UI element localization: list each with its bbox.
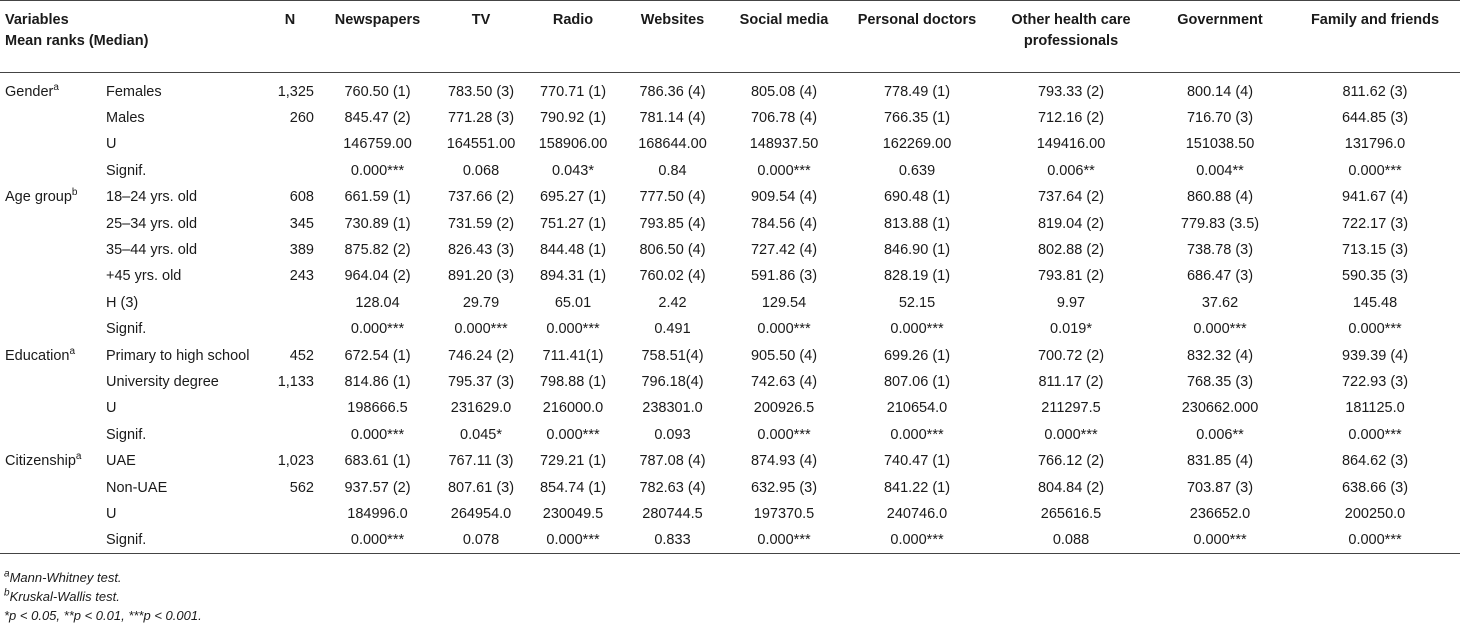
value-cell: 811.62 (3) [1342, 83, 1408, 100]
value-cell: 737.66 (2) [447, 189, 515, 206]
value-cell: 807.61 (3) [447, 479, 515, 496]
value-cell: 781.14 (4) [639, 110, 706, 127]
value-cell: 814.86 (1) [344, 373, 411, 390]
value-cell: 894.31 (1) [539, 268, 607, 285]
group-label-superscript: a [75, 451, 82, 463]
table-row [0, 131, 1460, 157]
header-col: Personal doctors [857, 12, 977, 28]
value-cell: 0.088 [1052, 532, 1090, 549]
value-cell: 638.66 (3) [1341, 479, 1409, 496]
mean-ranks-table [0, 6, 1460, 554]
group-label-cell [0, 131, 100, 157]
value-cell: 699.26 (1) [883, 347, 951, 364]
group-label-cell [0, 342, 100, 368]
value-cell: 0.000*** [546, 321, 600, 338]
value-cell: 683.61 (1) [344, 453, 411, 470]
subgroup-label: Signif. [106, 532, 147, 549]
value-cell: 722.17 (3) [1341, 215, 1409, 232]
value-cell: 145.48 [1352, 294, 1398, 311]
n-cell: 389 [289, 242, 314, 259]
footnote-mark: a [4, 568, 10, 580]
value-cell: 831.85 (4) [1186, 453, 1254, 470]
value-cell: 37.62 [1201, 294, 1239, 311]
value-cell: 0.000*** [350, 162, 405, 179]
value-cell: 644.85 (3) [1341, 110, 1409, 127]
group-label-cell [0, 501, 100, 527]
value-cell: 782.63 (4) [639, 479, 706, 496]
value-cell: 727.42 (4) [750, 242, 818, 259]
group-label: Citizenship [5, 453, 76, 470]
value-cell: 65.01 [554, 294, 592, 311]
value-cell: 128.04 [355, 294, 400, 311]
value-cell: 210654.0 [886, 400, 948, 417]
value-cell: 939.39 (4) [1341, 347, 1409, 364]
value-cell: 891.20 (3) [447, 268, 515, 285]
table-row [0, 263, 1460, 289]
n-cell: 1,133 [277, 373, 314, 390]
group-label: Education [5, 347, 70, 364]
value-cell: 716.70 (3) [1186, 110, 1254, 127]
footnote [4, 587, 202, 606]
group-label-cell [0, 290, 100, 316]
value-cell: 686.47 (3) [1186, 268, 1254, 285]
value-cell: 151038.50 [1185, 136, 1255, 153]
value-cell: 860.88 (4) [1186, 189, 1254, 206]
table-bottom-rule [0, 553, 1460, 554]
group-label-cell [0, 395, 100, 421]
value-cell: 779.83 (3.5) [1180, 215, 1260, 232]
value-cell: 909.54 (4) [750, 189, 818, 206]
group-label-cell [0, 72, 100, 105]
value-cell: 766.35 (1) [883, 110, 951, 127]
value-cell: 0.000*** [350, 532, 405, 549]
n-cell: 345 [289, 215, 314, 232]
value-cell: 777.50 (4) [639, 189, 706, 206]
footnote-mark: b [4, 587, 10, 599]
n-cell: 260 [289, 110, 314, 127]
value-cell: 768.35 (3) [1186, 373, 1254, 390]
value-cell: 280744.5 [642, 505, 703, 522]
header-col: Newspapers [334, 12, 421, 28]
n-cell [260, 395, 320, 421]
value-cell: 737.64 (2) [1037, 189, 1105, 206]
value-cell: 784.56 (4) [750, 215, 818, 232]
group-label-cell [0, 369, 100, 395]
value-cell: 230049.5 [542, 505, 604, 522]
value-cell: 0.078 [462, 532, 500, 549]
value-cell: 805.08 (4) [750, 83, 818, 100]
n-cell [260, 131, 320, 157]
value-cell: 146759.00 [343, 136, 412, 153]
value-cell: 798.88 (1) [539, 373, 607, 390]
subgroup-label: Primary to high school [106, 347, 250, 364]
value-cell: 731.59 (2) [447, 215, 515, 232]
value-cell: 826.43 (3) [447, 242, 515, 259]
value-cell: 148937.50 [749, 136, 819, 153]
value-cell: 0.000*** [350, 426, 405, 443]
value-cell: 0.833 [654, 532, 691, 549]
value-cell: 758.51(4) [641, 347, 704, 364]
group-label-cell [0, 527, 100, 553]
value-cell: 874.93 (4) [750, 453, 818, 470]
value-cell: 591.86 (3) [750, 268, 818, 285]
value-cell: 711.41(1) [542, 347, 604, 364]
value-cell: 770.71 (1) [539, 83, 607, 100]
value-cell: 964.04 (2) [344, 268, 411, 285]
value-cell: 845.47 (2) [344, 110, 411, 127]
header-col: Government [1177, 12, 1263, 28]
table-row [0, 158, 1460, 184]
group-label-superscript: a [69, 345, 76, 357]
value-cell: 746.24 (2) [447, 347, 515, 364]
table-body [0, 72, 1460, 554]
value-cell: 129.54 [761, 294, 807, 311]
value-cell: 796.18(4) [641, 373, 704, 390]
value-cell: 0.000*** [1348, 426, 1402, 443]
value-cell: 806.50 (4) [639, 242, 706, 259]
value-cell: 0.000*** [1193, 532, 1247, 549]
header-col: Social media [739, 12, 829, 28]
table-row [0, 501, 1460, 527]
value-cell: 0.093 [654, 426, 691, 443]
n-cell [260, 527, 320, 553]
value-cell: 9.97 [1056, 294, 1086, 311]
value-cell: 0.045* [460, 426, 502, 443]
value-cell: 0.000*** [757, 426, 811, 443]
value-cell: 0.000*** [454, 321, 508, 338]
table-header [0, 6, 1460, 72]
header-mean-ranks-label: Mean ranks (Median) [5, 33, 149, 49]
value-cell: 767.11 (3) [448, 453, 514, 470]
n-cell [260, 158, 320, 184]
value-cell: 29.79 [462, 294, 500, 311]
group-label-cell [0, 105, 100, 131]
value-cell: 771.28 (3) [447, 110, 515, 127]
subgroup-label: Non-UAE [106, 479, 168, 496]
value-cell: 162269.00 [882, 136, 952, 153]
value-cell: 0.000*** [757, 321, 811, 338]
header-col: Family and friends [1310, 12, 1440, 28]
value-cell: 787.08 (4) [639, 453, 706, 470]
value-cell: 0.000*** [1348, 321, 1402, 338]
subgroup-label: Females [106, 83, 162, 100]
header-n: N [284, 12, 296, 28]
value-cell: 0.000*** [546, 532, 600, 549]
footnote [4, 568, 202, 587]
value-cell: 590.35 (3) [1341, 268, 1409, 285]
value-cell: 695.27 (1) [539, 189, 607, 206]
value-cell: 131796.0 [1344, 136, 1406, 153]
value-cell: 0.000*** [1348, 162, 1402, 179]
value-cell: 0.000*** [890, 426, 944, 443]
value-cell: 793.81 (2) [1037, 268, 1105, 285]
subgroup-label: Signif. [106, 162, 147, 179]
subgroup-label: U [106, 505, 117, 522]
value-cell: 0.000*** [890, 532, 944, 549]
value-cell: 766.12 (2) [1037, 453, 1105, 470]
value-cell: 0.639 [898, 162, 936, 179]
n-cell: 243 [289, 268, 314, 285]
value-cell: 632.95 (3) [750, 479, 818, 496]
footnote-text: *p < 0.05, **p < 0.01, ***p < 0.001. [4, 608, 202, 623]
table-row [0, 290, 1460, 316]
n-cell [260, 316, 320, 342]
value-cell: 0.004** [1196, 162, 1244, 179]
value-cell: 793.33 (2) [1037, 83, 1105, 100]
value-cell: 875.82 (2) [344, 242, 411, 259]
n-cell: 452 [289, 347, 314, 364]
footnote [4, 606, 202, 625]
footnote-text: Mann-Whitney test. [9, 570, 122, 585]
subgroup-label: Signif. [106, 321, 147, 338]
value-cell: 800.14 (4) [1186, 83, 1254, 100]
group-label-cell [0, 422, 100, 448]
table-row [0, 527, 1460, 553]
table-row [0, 316, 1460, 342]
value-cell: 760.02 (4) [639, 268, 706, 285]
value-cell: 158906.00 [538, 136, 608, 153]
value-cell: 819.04 (2) [1037, 215, 1105, 232]
header-col: Websites [640, 12, 705, 28]
value-cell: 730.89 (1) [344, 215, 411, 232]
group-label-cell [0, 263, 100, 289]
value-cell: 216000.0 [542, 400, 604, 417]
value-cell: 200926.5 [753, 400, 815, 417]
value-cell: 211297.5 [1041, 400, 1101, 417]
table-row [0, 72, 1460, 105]
table-row [0, 237, 1460, 263]
value-cell: 2.42 [658, 294, 687, 311]
value-cell: 793.85 (4) [639, 215, 706, 232]
group-label-cell [0, 237, 100, 263]
value-cell: 168644.00 [638, 136, 707, 153]
header-variables [0, 6, 260, 72]
value-cell: 0.000*** [890, 321, 944, 338]
group-label: Age group [5, 189, 72, 206]
value-cell: 197370.5 [753, 505, 815, 522]
value-cell: 713.15 (3) [1341, 242, 1409, 259]
n-cell: 1,325 [277, 83, 314, 100]
value-cell: 760.50 (1) [344, 83, 411, 100]
n-cell: 562 [289, 479, 314, 496]
value-cell: 807.06 (1) [883, 373, 951, 390]
value-cell: 0.000*** [1193, 321, 1247, 338]
value-cell: 0.000*** [350, 321, 405, 338]
value-cell: 230662.000 [1181, 400, 1259, 417]
value-cell: 722.93 (3) [1341, 373, 1409, 390]
value-cell: 0.068 [462, 162, 500, 179]
value-cell: 149416.00 [1036, 136, 1106, 153]
table-row [0, 448, 1460, 474]
value-cell: 846.90 (1) [883, 242, 951, 259]
group-label-cell [0, 210, 100, 236]
value-cell: 672.54 (1) [344, 347, 411, 364]
value-cell: 742.63 (4) [750, 373, 818, 390]
value-cell: 813.88 (1) [883, 215, 951, 232]
value-cell: 706.78 (4) [750, 110, 818, 127]
subgroup-label: UAE [106, 453, 136, 470]
table-footnotes [4, 568, 202, 625]
subgroup-label: U [106, 136, 117, 153]
n-cell: 608 [289, 189, 314, 206]
value-cell: 238301.0 [642, 400, 703, 417]
group-label: Gender [5, 83, 54, 100]
value-cell: 738.78 (3) [1186, 242, 1254, 259]
value-cell: 937.57 (2) [344, 479, 411, 496]
value-cell: 198666.5 [347, 400, 408, 417]
value-cell: 181125.0 [1345, 400, 1405, 417]
table-row [0, 105, 1460, 131]
value-cell: 0.000*** [546, 426, 600, 443]
value-cell: 0.006** [1047, 162, 1095, 179]
value-cell: 52.15 [898, 294, 936, 311]
value-cell: 264954.0 [450, 505, 512, 522]
value-cell: 164551.00 [446, 136, 516, 153]
value-cell: 795.37 (3) [447, 373, 515, 390]
value-cell: 690.48 (1) [883, 189, 951, 206]
group-label-cell [0, 448, 100, 474]
value-cell: 184996.0 [347, 505, 408, 522]
header-variables-label: Variables [5, 12, 69, 28]
value-cell: 700.72 (2) [1037, 347, 1105, 364]
group-label-cell [0, 316, 100, 342]
table-row [0, 342, 1460, 368]
value-cell: 844.48 (1) [539, 242, 607, 259]
n-cell [260, 290, 320, 316]
value-cell: 804.84 (2) [1037, 479, 1105, 496]
value-cell: 729.21 (1) [539, 453, 607, 470]
subgroup-label: H (3) [106, 294, 139, 311]
subgroup-label: +45 yrs. old [106, 268, 182, 285]
value-cell: 0.019* [1050, 321, 1092, 338]
value-cell: 265616.5 [1040, 505, 1102, 522]
value-cell: 236652.0 [1189, 505, 1251, 522]
value-cell: 783.50 (3) [447, 83, 515, 100]
value-cell: 832.32 (4) [1186, 347, 1254, 364]
value-cell: 790.92 (1) [539, 110, 607, 127]
value-cell: 231629.0 [450, 400, 512, 417]
value-cell: 0.000*** [1044, 426, 1098, 443]
header-col: Radio [552, 12, 594, 28]
table-row [0, 369, 1460, 395]
value-cell: 0.043* [552, 162, 594, 179]
value-cell: 841.22 (1) [883, 479, 951, 496]
subgroup-label: 18–24 yrs. old [106, 189, 198, 206]
value-cell: 778.49 (1) [883, 83, 951, 100]
value-cell: 786.36 (4) [639, 83, 706, 100]
table-row [0, 184, 1460, 210]
value-cell: 751.27 (1) [539, 215, 607, 232]
value-cell: 828.19 (1) [883, 268, 951, 285]
footnote-text: Kruskal-Wallis test. [9, 589, 120, 604]
n-cell [260, 422, 320, 448]
subgroup-label: 35–44 yrs. old [106, 242, 198, 259]
value-cell: 0.84 [658, 162, 687, 179]
group-label-superscript: b [71, 187, 78, 199]
header-col: TV [471, 12, 491, 28]
table-row [0, 474, 1460, 500]
value-cell: 0.006** [1196, 426, 1244, 443]
header-col: Other health care professionals [1011, 12, 1131, 49]
value-cell: 905.50 (4) [750, 347, 818, 364]
value-cell: 0.000*** [757, 532, 811, 549]
value-cell: 811.17 (2) [1038, 373, 1104, 390]
value-cell: 854.74 (1) [539, 479, 607, 496]
group-label-cell [0, 184, 100, 210]
subgroup-label: U [106, 400, 117, 417]
subgroup-label: 25–34 yrs. old [106, 215, 198, 232]
value-cell: 200250.0 [1344, 505, 1406, 522]
value-cell: 740.47 (1) [883, 453, 951, 470]
group-label-cell [0, 158, 100, 184]
subgroup-label: Males [106, 110, 145, 127]
group-label-cell [0, 474, 100, 500]
table-row [0, 422, 1460, 448]
value-cell: 712.16 (2) [1037, 110, 1105, 127]
value-cell: 661.59 (1) [344, 189, 411, 206]
value-cell: 0.000*** [757, 162, 811, 179]
subgroup-label: University degree [106, 373, 219, 390]
value-cell: 802.88 (2) [1037, 242, 1105, 259]
value-cell: 941.67 (4) [1341, 189, 1409, 206]
table-row [0, 395, 1460, 421]
table-row [0, 210, 1460, 236]
value-cell: 864.62 (3) [1341, 453, 1409, 470]
value-cell: 0.491 [654, 321, 691, 338]
table-top-rule [0, 0, 1460, 1]
n-cell [260, 501, 320, 527]
value-cell: 703.87 (3) [1186, 479, 1254, 496]
group-label-superscript: a [53, 81, 59, 93]
value-cell: 0.000*** [1348, 532, 1402, 549]
subgroup-label: Signif. [106, 426, 147, 443]
n-cell: 1,023 [277, 453, 314, 470]
value-cell: 240746.0 [886, 505, 948, 522]
